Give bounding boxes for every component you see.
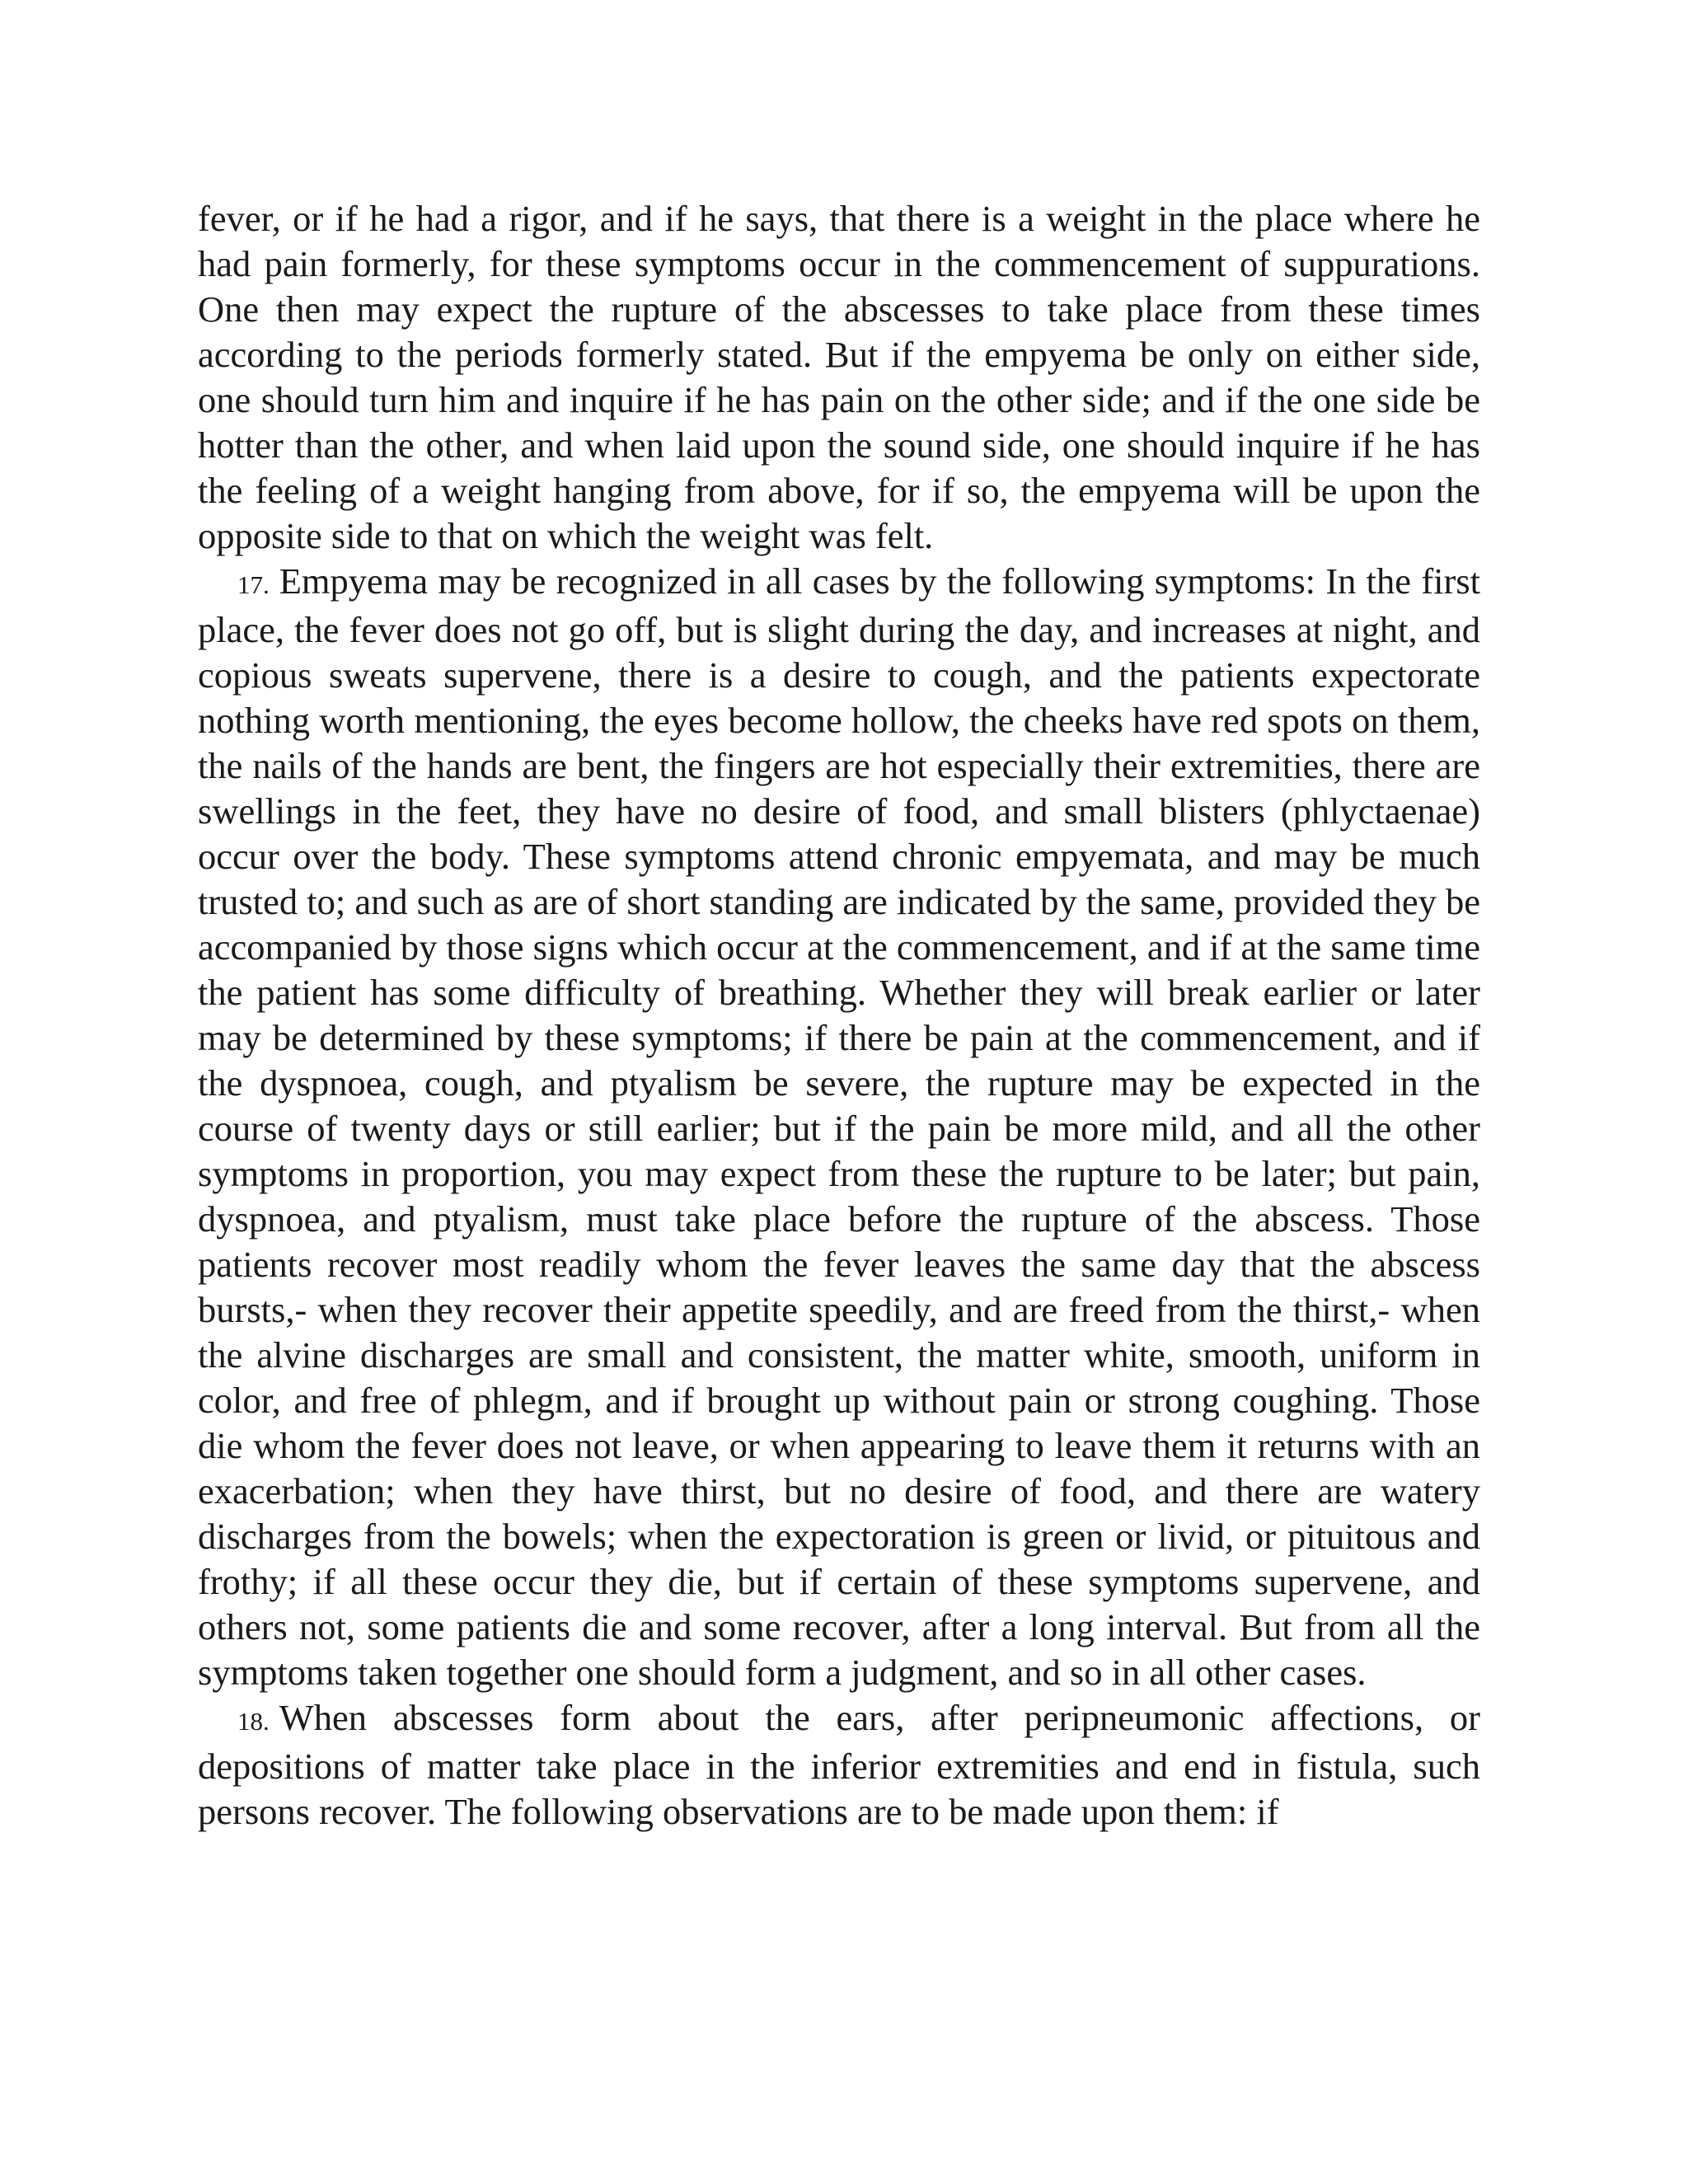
paragraph-text: fever, or if he had a rigor, and if he says, that there is a weight in the place where he had pain formerly, for these symptoms occur in the commencement of suppurations. One then may expect the rupture of the abscesses to take place from these times according to the periods formerly stated. But if the empyema be only on either side, one should turn him and inquire if he has pain on the other side; and if the one side be hotter than the other, and when laid upon the sound side, one should inquire if he has the feeling of a weight hanging from above, for if so, the empyema will be upon the opposite side to that on which the weight was felt.	[198, 198, 1480, 556]
paragraph-continuation	[198, 196, 1480, 559]
paragraph-17	[198, 559, 1480, 1695]
paragraph-18	[198, 1695, 1480, 1835]
paragraph-text: When abscesses form about the ears, after peripneumonic affections, or depositions of matter take place in the inferior extremities and end in fistula, such persons recover. The following observations are to be made upon them: if	[198, 1697, 1480, 1832]
section-number: 17.	[237, 570, 270, 599]
section-number: 18.	[237, 1707, 270, 1736]
document-page	[198, 196, 1480, 1835]
paragraph-text: Empyema may be recognized in all cases by the following symptoms: In the first place, the fever does not go off, but is slight during the day, and increases at night, and copious sweats supervene, there is a desire to cough, and the patients expectorate nothing worth mentioning, the eyes become hollow, the cheeks have red spots on them, the nails of the hands are bent, the fingers are hot especially their extremities, there are swellings in the feet, they have no desire of food, and small blisters (phlyctaenae) occur over the body. These symptoms attend chronic empyemata, and may be much trusted to; and such as are of short standing are indicated by the same, provided they be accompanied by those signs which occur at the commencement, and if at the same time the patient has some difficulty of breathing. Whether they will break earlier or later may be determined by these symptoms; if there be pain at the commencement, and if the dyspnoea, cough, and ptyalism be severe, the rupture may be expected in the course of twenty days or still earlier; but if the pain be more mild, and all the other symptoms in proportion, you may expect from these the rupture to be later; but pain, dyspnoea, and ptyalism, must take place before the rupture of the abscess. Those patients recover most readily whom the fever leaves the same day that the abscess bursts,- when they recover their appetite speedily, and are freed from the thirst,- when the alvine discharges are small and consistent, the matter white, smooth, uniform in color, and free of phlegm, and if brought up without pain or strong coughing. Those die whom the fever does not leave, or when appearing to leave them it returns with an exacerbation; when they have thirst, but no desire of food, and there are watery discharges from the bowels; when the expectoration is green or livid, or pituitous and frothy; if all these occur they die, but if certain of these symptoms supervene, and others not, some patients die and some recover, after a long interval. But from all the symptoms taken together one should form a judgment, and so in all other cases.	[198, 560, 1480, 1693]
